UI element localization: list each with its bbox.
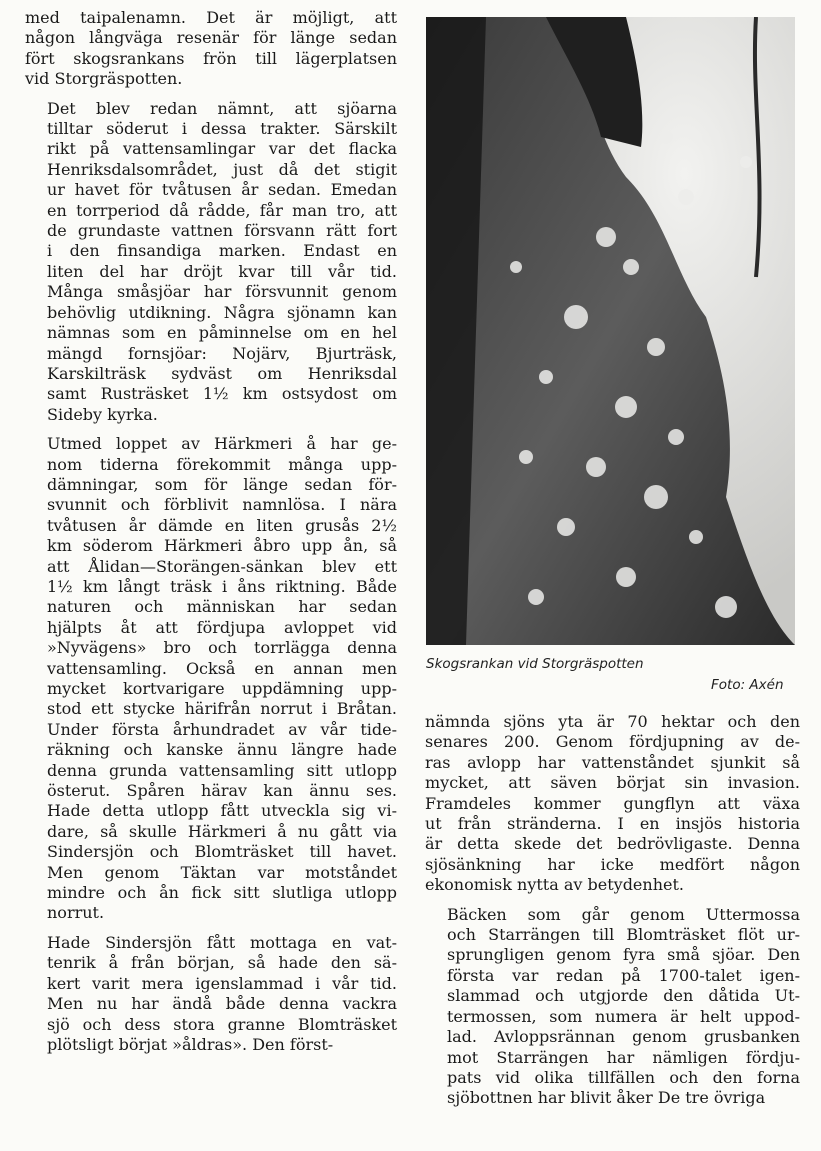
text-line: och Starrängen till Blomträsket flöt ur-: [447, 925, 800, 945]
text-line: Men genom Täktan var motståndet: [47, 862, 397, 882]
text-line: sprungligen genom fyra små sjöar. Den: [447, 945, 800, 965]
text-line: ut från stränderna. I en insjös historia: [425, 814, 800, 834]
text-line: Många småsjöar har försvunnit genom: [47, 282, 397, 302]
text-line: nämnda sjöns yta är 70 hektar och den: [425, 712, 800, 731]
text-line: nom tiderna förekommit många upp-: [47, 454, 397, 474]
text-line: dämningar, som för länge sedan för-: [47, 474, 397, 494]
photo-image: [426, 17, 795, 645]
text-line: hjälpts åt att fördjupa avloppet vid: [47, 617, 397, 637]
text-line: Bäcken som går genom Uttermossa: [447, 904, 800, 924]
text-line: tenrik å från början, så hade den sä-: [47, 953, 397, 973]
photo-caption: Skogsrankan vid Storgräspotten: [426, 656, 644, 672]
text-line: Sindersjön och Blomträsket till havet.: [47, 842, 397, 862]
text-line: räkning och kanske ännu längre hade: [47, 740, 397, 760]
text-line: en torrperiod då rådde, får man tro, att: [47, 200, 397, 220]
paragraph: [425, 712, 800, 896]
text-line: 1½ km långt träsk i åns riktning. Både: [47, 576, 397, 596]
paragraph: [25, 434, 397, 924]
text-line: lad. Avloppsrännan genom grusbanken: [447, 1027, 800, 1047]
text-line: naturen och människan har sedan: [47, 597, 397, 617]
text-line: Karskilträsk sydväst om Henriksdal: [47, 363, 397, 383]
left-column: [25, 8, 397, 1055]
text-line: nämnas som en påminnelse om en hel: [47, 323, 397, 343]
text-line: att Ålidan—Storängen-sänkan blev ett: [47, 556, 397, 576]
text-line: Sideby kyrka.: [47, 404, 158, 424]
text-line: tilltar söderut i dessa trakter. Särskilt: [47, 119, 397, 139]
text-line: denna grunda vattensamling sitt utlopp: [47, 760, 397, 780]
paragraph: [425, 905, 800, 1109]
text-line: slammad och utgjorde den dåtida Ut-: [447, 986, 800, 1006]
text-line: pats vid olika tillfällen och den forna: [447, 1067, 800, 1087]
text-line: Framdeles kommer gungflyn att växa: [425, 793, 800, 813]
text-line: är detta skede det bedrövligaste. Denna: [425, 834, 800, 854]
text-line: mindre och ån fick sitt slutliga utlopp: [47, 883, 397, 903]
text-line: med taipalenamn. Det är möjligt, att: [25, 8, 397, 27]
text-line: första var redan på 1700-talet igen-: [447, 965, 800, 985]
text-line: fört skogsrankans frön till lägerplatsen: [25, 48, 397, 68]
text-line: de grundaste vattnen försvann rätt fort: [47, 221, 397, 241]
text-line: österut. Spåren härav kan ännu ses.: [47, 781, 397, 801]
paragraph: [25, 8, 397, 90]
text-line: Henriksdalsområdet, just då det stigit: [47, 159, 397, 179]
text-line: »Nyvägens» bro och torrlägga denna: [47, 638, 397, 658]
photo-skogsrankan: [426, 17, 795, 645]
text-line: sjö och dess stora granne Blomträsket: [47, 1014, 397, 1034]
paragraph: [25, 99, 397, 426]
text-line: Under första århundradet av vår tide-: [47, 719, 397, 739]
paragraph: [25, 933, 397, 1055]
text-line: mycket kortvarigare uppdämning upp-: [47, 679, 397, 698]
text-line: svunnit och förblivit namnlösa. I nära: [47, 495, 397, 515]
text-line: ekonomisk nytta av betydenhet.: [425, 875, 684, 895]
text-line: Men nu har ändå både denna vackra: [47, 994, 397, 1014]
text-line: Hade detta utlopp fått utveckla sig vi-: [47, 801, 397, 821]
text-line: sjösänkning har icke medfört någon: [425, 854, 800, 874]
text-line: vid Storgräspotten.: [25, 69, 183, 89]
text-line: plötsligt börjat »åldras». Den först-: [47, 1034, 334, 1054]
text-line: mycket, att säven börjat sin invasion.: [425, 773, 800, 793]
text-line: liten del har dröjt kvar till vår tid.: [47, 261, 397, 281]
text-line: km söderom Härkmeri åbro upp ån, så: [47, 536, 397, 556]
text-line: Utmed loppet av Härkmeri å har ge-: [47, 434, 397, 454]
text-line: senares 200. Genom fördjupning av de-: [425, 732, 800, 752]
photo-credit: Foto: Axén: [711, 677, 784, 693]
text-line: ras avlopp har vattenståndet sjunkit så: [425, 752, 800, 772]
text-line: tvåtusen år dämde en liten grusås 2½: [47, 515, 397, 535]
text-line: Hade Sindersjön fått mottaga en vat-: [47, 932, 397, 952]
right-column: [425, 712, 800, 1109]
text-line: ur havet för tvåtusen år sedan. Emedan: [47, 180, 397, 200]
text-line: vattensamling. Också en annan men: [47, 658, 397, 678]
text-line: termossen, som numera är helt uppod-: [447, 1006, 800, 1026]
text-line: behövlig utdikning. Några sjönamn kan: [47, 302, 397, 322]
text-line: i den finsandiga marken. Endast en: [47, 241, 397, 261]
text-line: dare, så skulle Härkmeri å nu gått via: [47, 821, 397, 841]
text-line: kert varit mera igenslammad i vår tid.: [47, 973, 397, 993]
text-line: samt Rusträsket 1½ km ostsydost om: [47, 384, 397, 404]
text-line: någon långväga resenär för länge sedan: [25, 28, 397, 48]
text-line: mot Starrängen har nämligen fördju-: [447, 1047, 800, 1067]
text-line: sjöbottnen har blivit åker De tre övriga: [447, 1088, 766, 1108]
text-line: norrut.: [47, 903, 105, 923]
text-line: Det blev redan nämnt, att sjöarna: [47, 98, 397, 118]
text-line: rikt på vattensamlingar var det flacka: [47, 139, 397, 159]
text-line: stod ett stycke härifrån norrut i Bråtan.: [47, 699, 397, 719]
text-line: mängd fornsjöar: Nojärv, Bjurträsk,: [47, 343, 397, 363]
